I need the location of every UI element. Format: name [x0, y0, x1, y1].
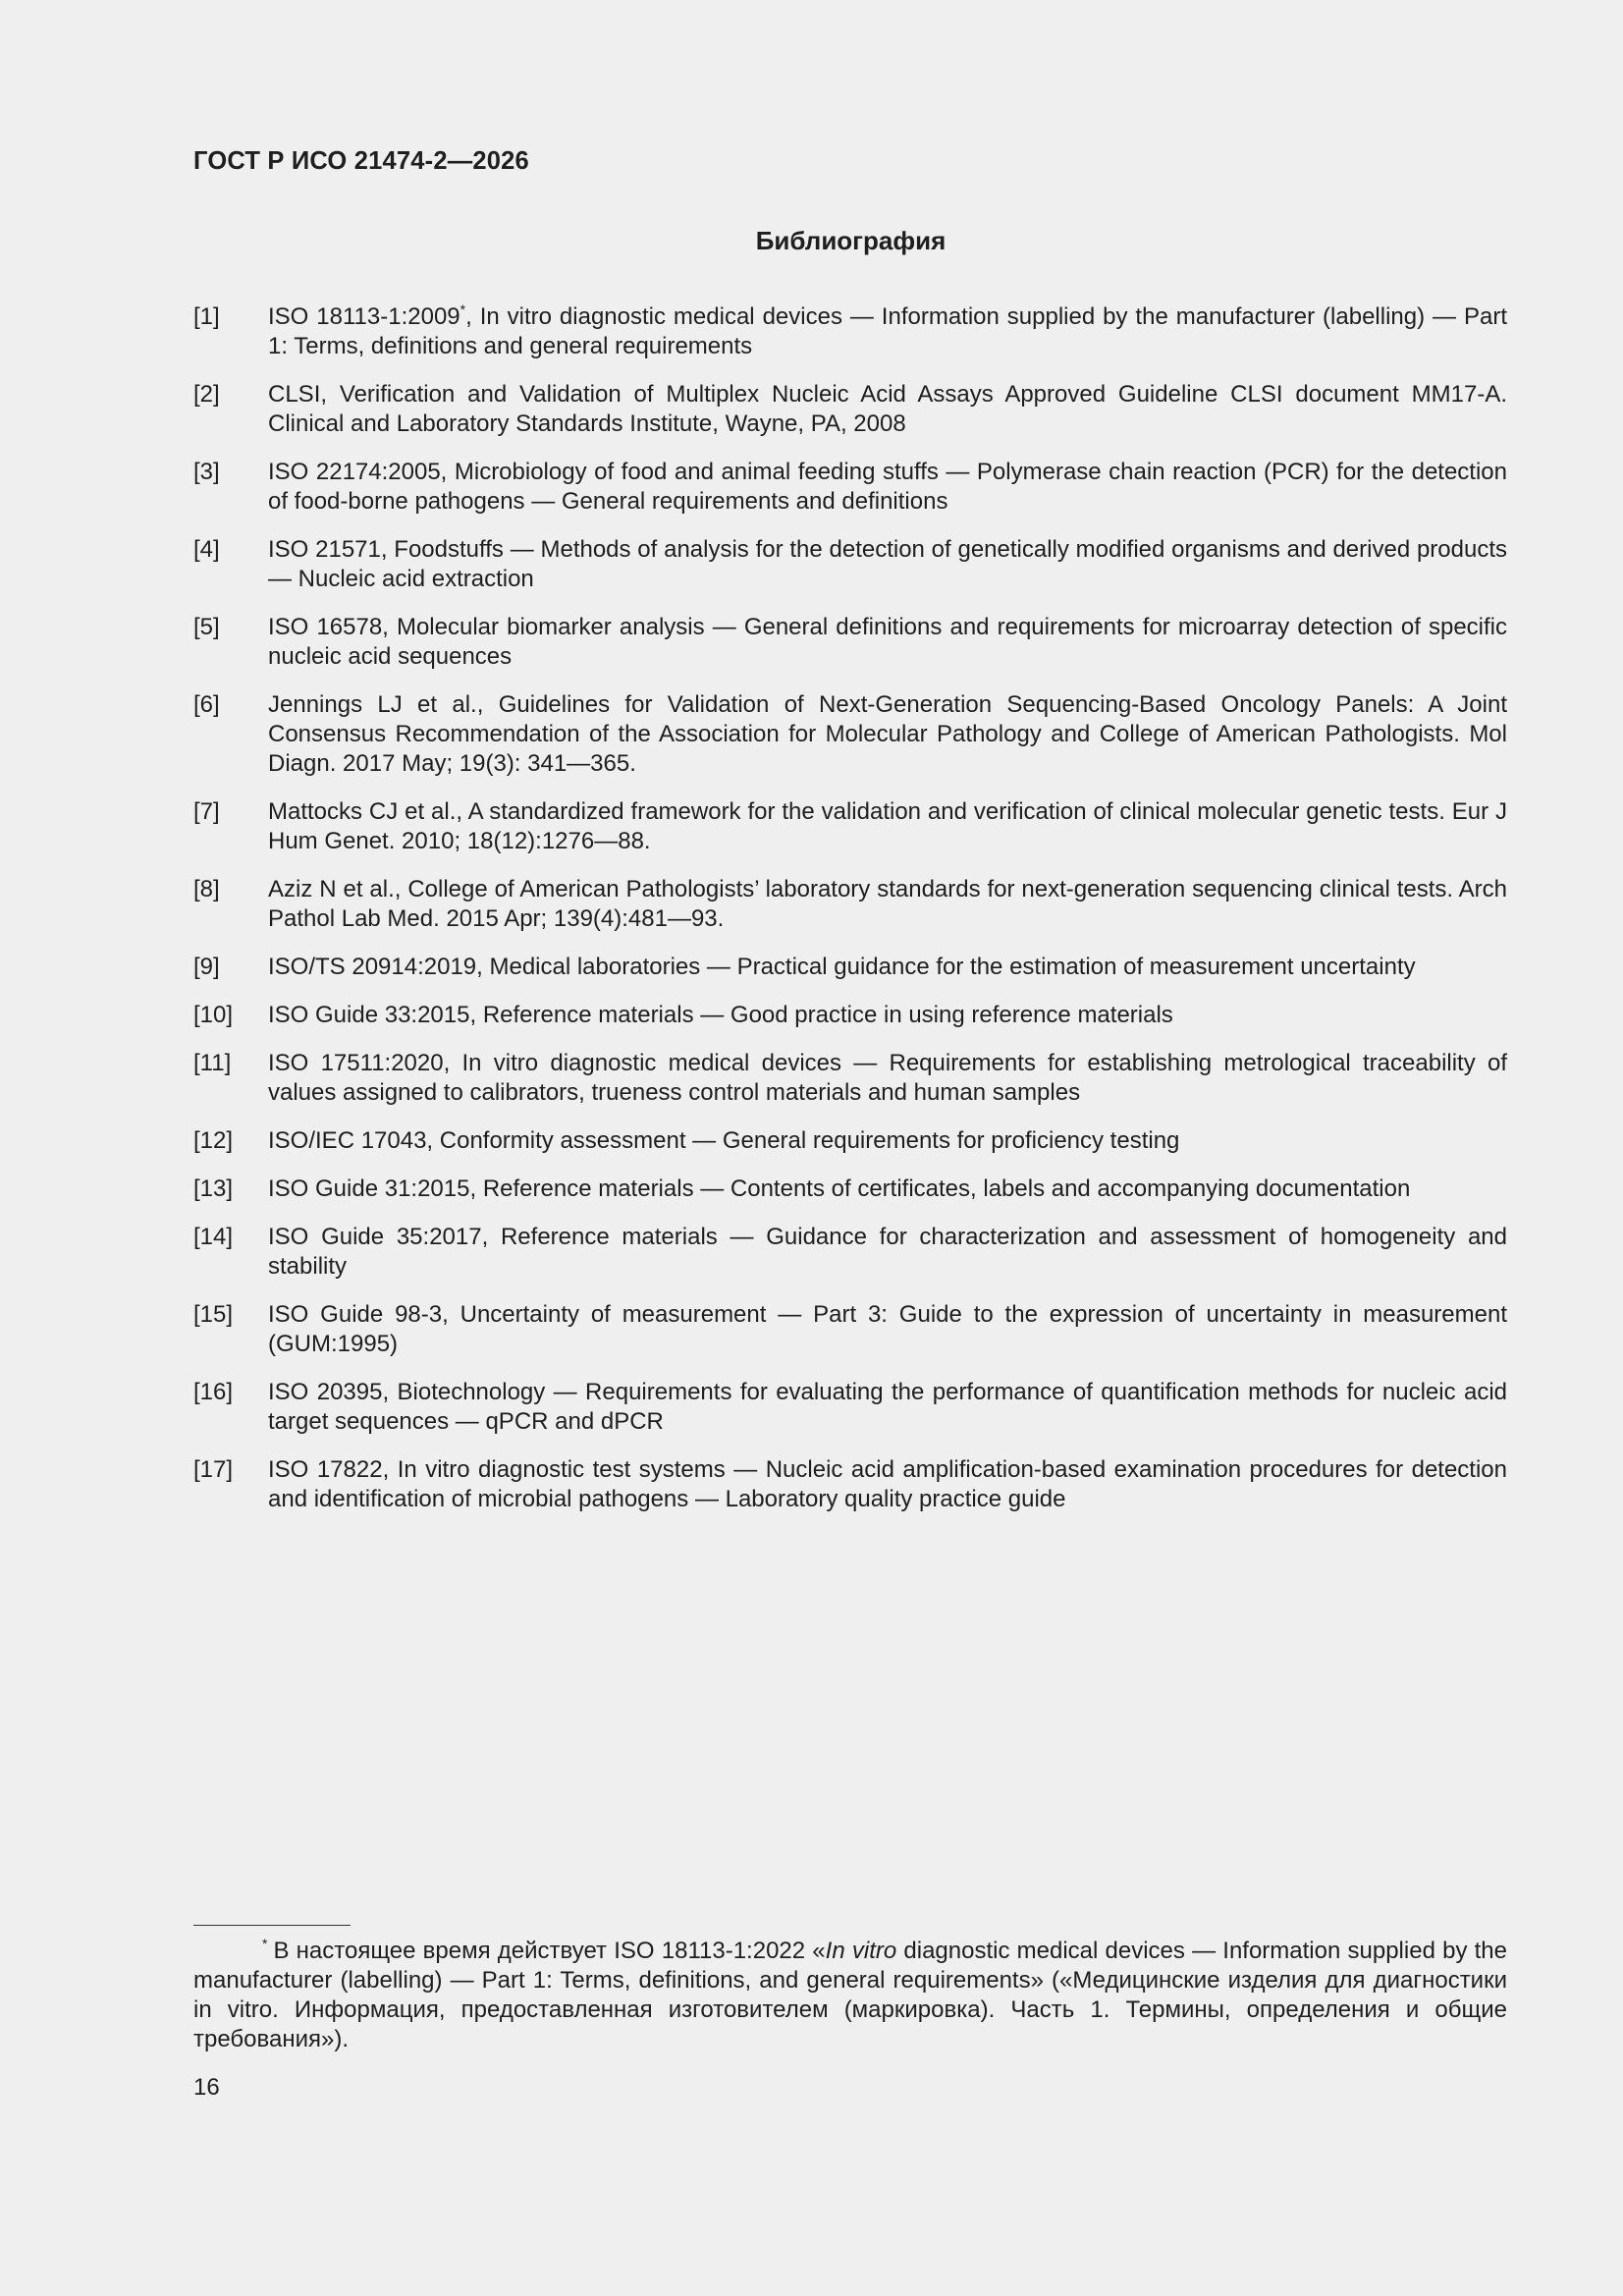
entry-number: [16] [193, 1379, 234, 1405]
entry-number: [13] [193, 1175, 234, 1202]
bibliography-entry [193, 1455, 1507, 1514]
bibliography-entry [193, 458, 1507, 517]
footnote [193, 1937, 1507, 2054]
bibliography-entry [193, 1300, 1507, 1359]
entry-number: [4] [193, 536, 220, 563]
entry-text: Jennings LJ et al., Guidelines for Validation of Next-Generation Sequencing-Based Oncology Panels: A Joint Consensus Recommendation of the Association for Molecular Pathology and College of American Pathologists. Mol Diagn. 2017 May; 19(3): 341—365. [268, 691, 1507, 777]
entry-text: ISO 20395, Biotechnology — Requirements for evaluating the performance of quantification methods for nucleic acid target sequences — qPCR and dPCR [268, 1379, 1507, 1435]
entry-number: [3] [193, 459, 220, 485]
bibliography-list [193, 302, 1507, 1533]
bibliography-entry [193, 690, 1507, 779]
section-title: Библиография [755, 226, 947, 255]
bibliography-entry [193, 380, 1507, 439]
entry-text-part: ISO 18113-1:2009 [268, 303, 460, 330]
entry-number: [15] [193, 1301, 234, 1328]
bibliography-entry [193, 1378, 1507, 1437]
entry-number: [11] [193, 1050, 232, 1076]
page-number: 16 [193, 2074, 220, 2101]
bibliography-entry [193, 953, 1507, 982]
entry-text: ISO/IEC 17043, Conformity assessment — General requirements for proficiency testing [268, 1127, 1180, 1154]
bibliography-entry [193, 1175, 1507, 1204]
footnote-reference-mark: * [460, 301, 466, 317]
bibliography-entry [193, 302, 1507, 361]
entry-text-part: , In vitro diagnostic medical devices — Information supplied by the manufacturer (labelling) — Part 1: Terms, definitions and general requirements [268, 303, 1507, 359]
bibliography-entry [193, 1223, 1507, 1282]
entry-text: ISO 16578, Molecular biomarker analysis — General definitions and requirements for microarray detection of specific nucleic acid sequences [268, 614, 1507, 670]
entry-number: [9] [193, 954, 220, 980]
entry-number: [14] [193, 1224, 234, 1250]
entry-text: ISO Guide 35:2017, Reference materials — Guidance for characterization and assessment of homogeneity and stability [268, 1224, 1507, 1280]
bibliography-entry [193, 613, 1507, 672]
entry-text: ISO 21571, Foodstuffs — Methods of analysis for the detection of genetically modified organisms and derived products — Nucleic acid extraction [268, 536, 1507, 592]
entry-text: ISO Guide 33:2015, Reference materials — Good practice in using reference materials [268, 1002, 1173, 1028]
entry-number: [8] [193, 876, 220, 902]
bibliography-entry [193, 1126, 1507, 1156]
entry-text: CLSI, Verification and Validation of Multiplex Nucleic Acid Assays Approved Guideline CLSI document MM17-A. Clinical and Laboratory Standards Institute, Wayne, PA, 2008 [268, 381, 1507, 437]
entry-text: ISO Guide 31:2015, Reference materials — Contents of certificates, labels and accompanying documentation [268, 1175, 1411, 1202]
entry-number: [10] [193, 1002, 234, 1028]
entry-text: ISO/TS 20914:2019, Medical laboratories — Practical guidance for the estimation of measurement uncertainty [268, 954, 1416, 980]
footnote-mark: * [262, 1936, 268, 1951]
entry-text: ISO Guide 98-3, Uncertainty of measurement — Part 3: Guide to the expression of uncertainty in measurement (GUM:1995) [268, 1301, 1507, 1357]
footnote-separator [193, 1925, 351, 1926]
entry-text: Mattocks CJ et al., A standardized framework for the validation and verification of clinical molecular genetic tests. Eur J Hum Genet. 2010; 18(12):1276—88. [268, 798, 1507, 854]
bibliography-entry [193, 797, 1507, 856]
entry-number: [6] [193, 691, 220, 718]
entry-number: [1] [193, 303, 220, 330]
entry-text: ISO 22174:2005, Microbiology of food and animal feeding stuffs — Polymerase chain reaction (PCR) for the detection of food-borne pathogens — General requirements and definitions [268, 459, 1507, 515]
bibliography-entry [193, 875, 1507, 934]
footnote-italic-text: In vitro [825, 1938, 897, 1964]
entry-text: ISO 17511:2020, In vitro diagnostic medical devices — Requirements for establishing metrological traceability of values assigned to calibrators, trueness control materials and human samples [268, 1050, 1507, 1106]
entry-text [268, 302, 1507, 361]
footnote-text: В настоящее время действует ISO 18113-1:2022 « [273, 1938, 826, 1964]
entry-text: ISO 17822, In vitro diagnostic test systems — Nucleic acid amplification-based examination procedures for detection and identification of microbial pathogens — Laboratory quality practice guide [268, 1456, 1507, 1512]
entry-number: [5] [193, 614, 220, 640]
document-header: ГОСТ Р ИСО 21474-2—2026 [193, 147, 529, 175]
footnote-text: diagnostic medical devices — Information supplied by the manufacturer (labelling) — Part 1: Terms, definitions, and general requirements» («Медицинские изделия для диагностики in vitro. Информация, предоставленная изготовителем (маркировка). Часть 1. Термины, определения и общие требования»). [193, 1938, 1507, 2052]
bibliography-entry [193, 1001, 1507, 1030]
entry-number: [2] [193, 381, 220, 408]
entry-number: [7] [193, 798, 220, 825]
entry-number: [12] [193, 1127, 234, 1154]
bibliography-entry [193, 535, 1507, 594]
entry-number: [17] [193, 1456, 234, 1483]
bibliography-entry [193, 1049, 1507, 1108]
entry-text: Aziz N et al., College of American Pathologists’ laboratory standards for next-generation sequencing clinical tests. Arch Pathol Lab Med. 2015 Apr; 139(4):481—93. [268, 876, 1507, 932]
